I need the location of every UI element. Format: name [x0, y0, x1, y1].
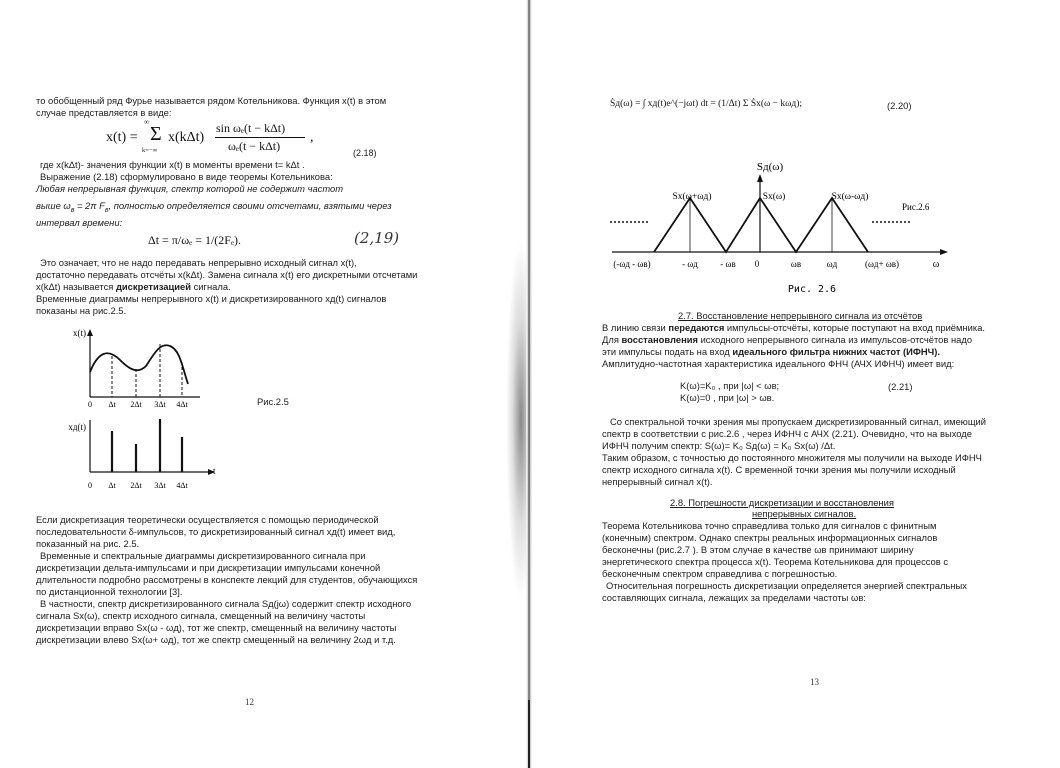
tick-label: 2Δt: [130, 481, 142, 490]
text-line: непрерывный сигнал x(t).: [602, 476, 713, 487]
sum-upper: ∞: [144, 118, 149, 126]
formula-numerator: sin ωₑ(t − kΔt): [216, 121, 286, 135]
arrow-icon: [87, 329, 93, 336]
y-axis-label: xд(t): [68, 422, 86, 432]
left-page: [0, 0, 528, 768]
text-line: Таким образом, с точностью до постоянного множителя мы получили на выходе ИФНЧ: [602, 452, 982, 463]
text-part: В линию связи: [602, 322, 669, 333]
figure-2-6: [602, 152, 972, 302]
equation-number: (2.20): [887, 100, 912, 111]
sum-sign: Σ: [150, 123, 162, 145]
section-heading: 2.8. Погрешности дискретизации и восстановления: [670, 497, 894, 508]
text-line: дискретизации влево Sx(ω+ ωд), тот же спектр смещенный на величину 2ωд и т.д.: [36, 634, 396, 645]
text-part: сигнала.: [191, 281, 231, 292]
figure-caption: Рис. 2.6: [787, 284, 837, 295]
figure-caption: Рис.2.5: [257, 396, 289, 407]
term-bold: восстановления: [621, 334, 698, 345]
arrow-icon: [940, 249, 948, 255]
tick-label: Δt: [108, 400, 116, 409]
tick-label: (ωд+ ωв): [865, 259, 899, 269]
formula-comma: ,: [310, 130, 314, 145]
spectrum-title: Sд(ω): [756, 161, 784, 173]
text-line: [602, 334, 972, 345]
tick-label: (-ωд - ωв): [613, 259, 651, 269]
arrow-icon: [757, 174, 763, 182]
tick-label: - ωв: [720, 259, 736, 269]
peak-label: Sx(ω): [762, 192, 786, 202]
text-line: спектр в соответствии с рис.2.6 , через ИФНЧ с АЧХ (2.21). Очевидно, что на выходе: [602, 428, 972, 439]
theorem-line: Любая непрерывная функция, спектр которой не содержит частот: [36, 183, 344, 194]
formula-line: K(ω)=0 , при |ω| > ωв.: [680, 392, 775, 403]
tick-label: Δt: [108, 481, 116, 490]
text-line: по дистанционной технологии [3].: [36, 586, 183, 597]
tick-label: 3Δt: [154, 400, 166, 409]
formula-denominator: ωₑ(t − kΔt): [228, 139, 281, 153]
tick-label: ωв: [790, 259, 802, 269]
page-number: 12: [245, 697, 254, 707]
figure-reference: Рис.2.6: [902, 202, 930, 212]
term-bold: передаются: [668, 322, 725, 333]
term-bold: идеального фильтра нижних частот (ИФНЧ).: [732, 346, 940, 357]
text-line: дискретизации дельта-импульсами и при дискретизации импульсами конечной: [36, 562, 381, 573]
tick-label: 0: [754, 259, 760, 269]
text-line: достаточно передавать отсчёты x(kΔt). Замена сигнала x(t) его дискретными отсчетами: [36, 269, 418, 280]
text-line: бесконечным спектром справедлива с погрешностью.: [602, 568, 838, 579]
tick-label: 0: [88, 481, 92, 490]
formula-lhs: x(t) =: [106, 130, 138, 145]
text-line: Теорема Котельникова точно справедлива только для сигналов с финитным: [602, 520, 937, 531]
section-heading: 2.7. Восстановление непрерывного сигнала из отсчётов: [678, 310, 923, 321]
text-part: импульсы-отсчёты, которые поступают на вход приёмника.: [724, 322, 986, 333]
text-line: то обобщенный ряд Фурье называется рядом Котельникова. Функция x(t) в этом: [36, 95, 387, 106]
tick-label: - ωд: [682, 259, 698, 269]
formula-term: x(kΔt): [168, 130, 205, 145]
text-line: показаны на рис.2.5.: [36, 305, 127, 316]
text-part: исходного непрерывного сигнала из импульсов-отсчётов надо: [697, 334, 973, 345]
page-number: 13: [810, 677, 819, 687]
handwritten-equation-number: (2,19): [354, 229, 400, 247]
tick-label: 2Δt: [130, 400, 142, 409]
tick-label: 4Δt: [176, 481, 188, 490]
formula-2-20: Ṡд(ω) = ∫ xд(t)e^(−jωt) dt = (1/Δt) Σ Ṡx(ω − kωд);: [610, 99, 803, 109]
book-spine-edge: [528, 700, 530, 768]
right-page: [532, 0, 1060, 768]
text-line: случае представляется в виде:: [36, 107, 172, 118]
peak-label: Sx(ω+ωд): [672, 192, 712, 202]
axis-label: ω: [932, 259, 940, 270]
x-axis-label: t: [213, 466, 216, 476]
text-line: Относительная погрешность дискретизации определяется энергией спектральных: [606, 580, 967, 591]
text-line: составляющих сигнала, лежащих за пределами частоты ωв:: [602, 592, 866, 603]
text-line: В частности, спектр дискретизированного сигнала Sд(jω) содержит спектр исходного: [40, 598, 412, 609]
text-line: сигнала Sx(ω), спектр исходного сигнала, смещенный на величину частоты: [36, 610, 366, 621]
term-bold: дискретизацией: [115, 281, 192, 292]
text-line: [602, 346, 940, 357]
text-line: последовательности δ-импульсов, то дискретизированный сигнал xд(t) имеет вид,: [36, 526, 396, 537]
text-part: эти импульсы подать на вход: [602, 346, 733, 357]
fraction-bar: [215, 137, 305, 138]
text-line: Со спектральной точки зрения мы пропускаем дискретизированный сигнал, имеющий: [610, 416, 987, 427]
text-part: Для: [602, 334, 622, 345]
section-heading: непрерывных сигналов.: [752, 508, 857, 519]
sum-lower: k=−∞: [142, 147, 158, 154]
text-line: где x(kΔt)- значения функции x(t) в моменты времени t= kΔt .: [40, 159, 305, 170]
equation-number: (2.21): [888, 381, 913, 392]
signal-curve: [90, 345, 188, 384]
theorem-line: выше $\omega_в = 2\pi$ $F_в$, полностью определяется своими отсчетами, взятыми через: [36, 200, 392, 214]
formula-line: K(ω)=K₀ , при |ω| < ωв;: [680, 380, 780, 391]
y-axis-label: x(t): [73, 328, 86, 338]
text-line: Это означает, что не надо передавать непрерывно исходный сигнал x(t),: [40, 257, 357, 268]
text-line: Амплитудно-частотная характеристика идеального ФНЧ (АЧХ ИФНЧ) имеет вид:: [602, 358, 955, 369]
text-line: энергетического спектра процесса x(t). Теорема Котельникова для процессов с: [602, 556, 949, 567]
spectrum-triangles: [654, 198, 868, 252]
tick-label: 0: [88, 400, 92, 409]
theorem-part: , полностью определяется своими отсчетами, взятыми через: [108, 200, 392, 211]
text-line: дискретизации вправо Sx(ω - ωд), тот же спектр, смещенный на величину частоты: [36, 622, 397, 633]
text-line: ИФНЧ получим спектр: S(ω)= K₀ Sд(ω) = K₀ Sx(ω) /Δt.: [602, 440, 836, 451]
theorem-line: интервал времени:: [36, 217, 123, 228]
text-line: (конечным) спектром. Однако спектры реальных информационных сигналов: [602, 532, 938, 543]
text-part: x(kΔt) называется: [36, 281, 116, 292]
text-line: Если дискретизация теоретически осуществляется с помощью периодической: [36, 514, 379, 525]
formula-2-19: Δt = π/ωₑ = 1/(2Fₑ).: [148, 233, 242, 247]
peak-label: Sx(ω-ωд): [831, 192, 869, 202]
tick-label: 3Δt: [154, 481, 166, 490]
figure-2-5: [60, 322, 240, 502]
theorem-part: = 2π F: [74, 200, 105, 211]
text-line: бесконечны (рис.2.7 ). В этом случае в качестве ωв принимают ширину: [602, 544, 914, 555]
text-line: Временные диаграммы непрерывного x(t) и дискретизированного xд(t) сигналов: [36, 293, 387, 304]
tick-label: 4Δt: [176, 400, 188, 409]
equation-number: (2.18): [353, 148, 377, 158]
text-line: Выражение (2.18) сформулировано в виде теоремы Котельникова:: [40, 171, 333, 182]
text-line: длительности подробно рассмотрены в конспекте лекций для студентов, обучающихся: [36, 574, 418, 585]
theorem-part: выше ω: [36, 200, 71, 211]
text-line: спектр исходного сигнала x(t). С временной точки зрения мы получили исходный: [602, 464, 956, 475]
text-line: [36, 281, 231, 292]
text-line: Временные и спектральные диаграммы дискретизированного сигнала при: [40, 550, 366, 561]
text-line: [602, 322, 985, 333]
text-line: показанный на рис. 2.5.: [36, 538, 140, 549]
tick-label: ωд: [826, 259, 838, 269]
